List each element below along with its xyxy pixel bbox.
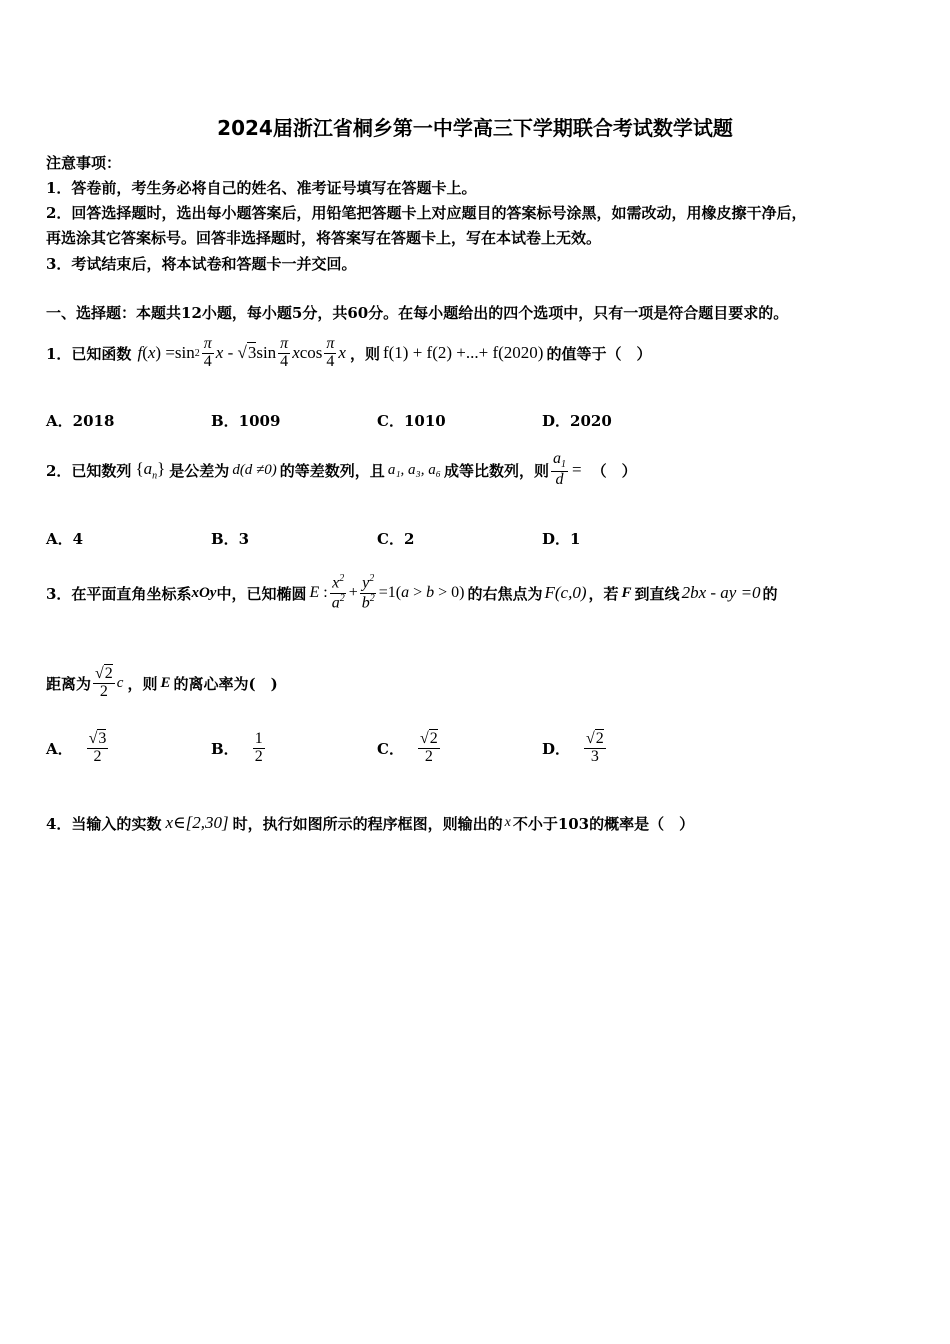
q4-interval: x∈[2,30]: [165, 813, 229, 832]
q2-prefix: 2．已知数列: [46, 461, 132, 480]
q2-option-a: A．4: [46, 530, 84, 548]
question-3-line-2: [46, 658, 278, 708]
q1-option-a: A．2018: [46, 412, 115, 430]
q3-option-a-value: $\frac{√3}{2}$: [88, 729, 107, 765]
q2-option-d: D．1: [542, 530, 581, 548]
q1-prefix: 1．已知函数: [46, 344, 132, 363]
notice-item-1: 1．答卷前，考生务必将自己的姓名、准考证号填写在答题卡上。: [46, 179, 477, 197]
q3-option-d: [542, 722, 608, 774]
q3-ellipse: E : $\frac{x^2}{a^2}$ + $\frac{y^2}{b^2}$ =1( a > b > 0): [309, 573, 465, 611]
q1-formula: f ( x ) =sin 2 $\frac{\pi}{4}$ x - √3 sin $\frac{\pi}{4}$ x cos $\frac{\pi}{4}$ x: [137, 334, 346, 370]
q2-mid2: 的等差数列，且: [279, 461, 385, 480]
q2-equals: =: [571, 460, 582, 479]
q4-prefix: 4．当输入的实数: [46, 814, 162, 833]
q2-option-c: C．2: [377, 530, 415, 548]
notice-item-2b: 再选涂其它答案标号。回答非选择题时，将答案写在答题卡上，写在本试卷上无效。: [46, 229, 602, 247]
q3-suffix: 的: [762, 584, 778, 603]
q1-sum: f(1) + f(2) +...+ f(2020): [382, 343, 544, 362]
page-title: 2024届浙江省桐乡第一中学高三下学期联合考试数学试题: [217, 116, 733, 140]
q3-line2-mid: ，则: [127, 674, 158, 693]
q4-x: x: [504, 815, 511, 830]
notice-heading: 注意事项：: [46, 154, 122, 172]
q3-option-a-label: A．: [46, 739, 73, 758]
q3-option-d-label: D．: [542, 739, 571, 758]
q1-option-b: B．1009: [211, 412, 281, 430]
q3-option-b: [211, 722, 267, 774]
question-1: [46, 330, 651, 376]
q3-mid2: 的右焦点为: [467, 584, 543, 603]
q3-line: 2bx - ay =0: [681, 583, 761, 602]
q2-fraction: $\frac{a_1}{d}$: [552, 450, 566, 488]
q3-option-c-label: C．: [377, 739, 404, 758]
q3-e: E: [160, 674, 171, 691]
q3-distance-c: c: [116, 674, 124, 691]
q2-option-b: B．3: [211, 530, 250, 548]
q4-suffix: 不小于103的概率是（ ）: [512, 814, 695, 833]
q1-option-c: C．1010: [377, 412, 446, 430]
q1-suffix: 的值等于（ ）: [546, 344, 652, 363]
q2-mid3: 成等比数列，则: [443, 461, 549, 480]
question-4: [46, 803, 694, 843]
q3-option-b-label: B．: [211, 739, 239, 758]
q3-option-b-value: $\frac{1}{2}$: [254, 729, 263, 765]
q2-condition: d(d ≠0): [232, 461, 277, 478]
q3-xoy: xOy: [191, 584, 217, 601]
notice-item-2a: 2．回答选择题时，选出每小题答案后，用铅笔把答题卡上对应题目的答案标号涂黑，如需改动，用橡皮擦干净后，: [46, 204, 807, 222]
q3-option-a: [46, 722, 110, 774]
q2-terms: a₁, a₃, a₆: [387, 461, 441, 478]
q1-option-d: D．2020: [542, 412, 612, 430]
section-heading: 一、选择题：本题共12小题，每小题5分，共60分。在每小题给出的四个选项中，只有一项是符合题目要求的。: [46, 304, 789, 322]
q3-mid1: 中，已知椭圆: [216, 584, 307, 603]
question-2: [46, 447, 637, 493]
q3-option-c: [377, 722, 442, 774]
q3-focus: F(c,0): [544, 583, 587, 602]
q3-option-c-value: $\frac{√2}{2}$: [419, 729, 438, 765]
q3-option-d-value: $\frac{√2}{3}$: [586, 729, 604, 765]
q1-mid: ，则: [349, 344, 380, 363]
notice-item-3: 3．考试结束后，将本试卷和答题卡一并交回。: [46, 255, 357, 273]
q3-distance: $\frac{√2}{2}$: [95, 664, 113, 700]
q2-mid1: 是公差为: [169, 461, 230, 480]
q3-mid4: 到直线: [634, 584, 680, 603]
q3-line2-prefix: 距离为: [46, 674, 92, 693]
q2-suffix: （ ）: [591, 461, 637, 480]
q3-line2-suffix: 的离心率为( ): [173, 674, 278, 693]
q3-f: F: [621, 584, 632, 601]
q3-prefix: 3．在平面直角坐标系: [46, 584, 192, 603]
q3-mid3: ，若: [588, 584, 619, 603]
q4-mid: 时，执行如图所示的程序框图，则输出的: [232, 814, 503, 833]
question-3: [46, 563, 778, 623]
q2-sequence: $\{a_n\}$: [135, 458, 166, 482]
